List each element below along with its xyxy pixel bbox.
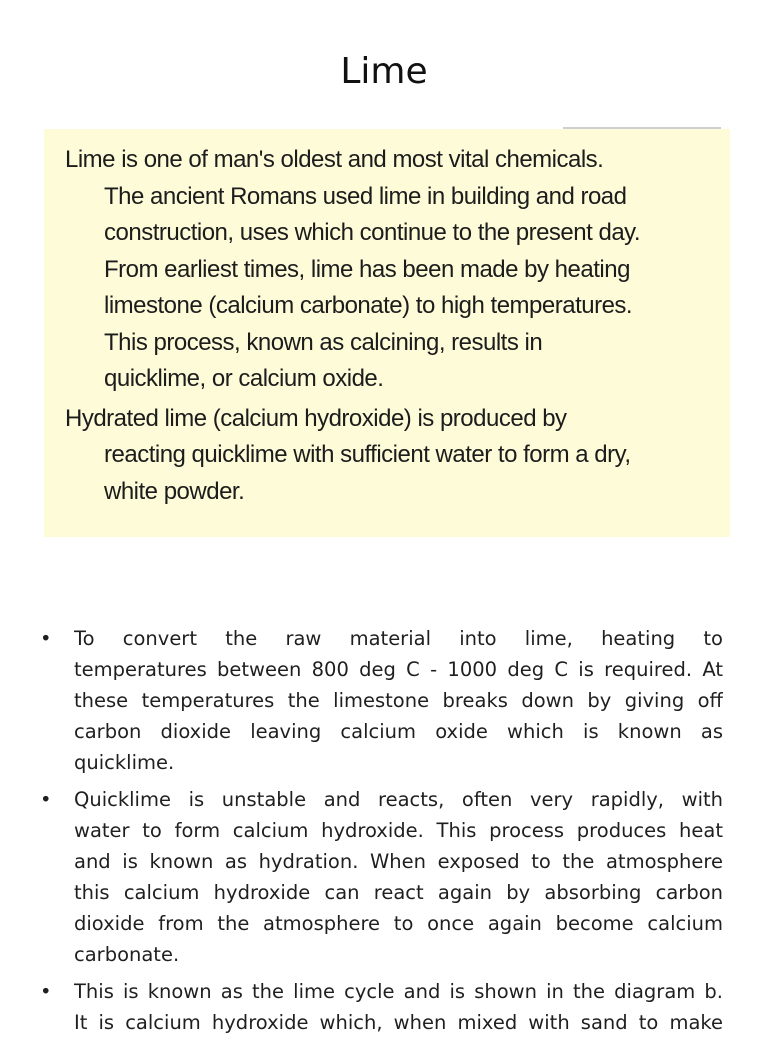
lime-callout-box xyxy=(44,129,730,537)
bullet-line: quicklime. xyxy=(74,751,175,774)
bullet-line: these temperatures the limestone breaks down by giving off xyxy=(74,689,723,712)
bullet-line: It is calcium hydroxide which, when mixed with sand to make xyxy=(74,1011,723,1034)
list-item xyxy=(40,976,723,1038)
bullet-list xyxy=(40,623,723,1044)
bullet-marker: • xyxy=(40,788,52,811)
bullet-line: carbonate. xyxy=(74,943,180,966)
bullet-line: carbon dioxide leaving calcium oxide which is known as xyxy=(74,720,723,743)
callout-line: Lime is one of man's oldest and most vital chemicals. xyxy=(65,146,604,173)
callout-line: quicklime, or calcium oxide. xyxy=(104,365,384,392)
bullet-marker: • xyxy=(40,980,52,1003)
list-item xyxy=(40,623,723,778)
bullet-line: and is known as hydration. When exposed to the atmosphere xyxy=(74,850,723,873)
callout-line: white powder. xyxy=(104,477,245,505)
callout-line: Hydrated lime (calcium hydroxide) is produced by xyxy=(65,404,567,432)
page-title: Lime xyxy=(340,51,428,92)
bullet-line: this calcium hydroxide can react again by absorbing carbon xyxy=(74,881,723,904)
bullet-marker: • xyxy=(40,627,52,650)
callout-paragraph-lime xyxy=(65,142,730,398)
callout-line: reacting quicklime with sufficient water to form a dry, xyxy=(104,441,631,468)
bullet-line: To convert the raw material into lime, heating to xyxy=(74,627,723,650)
callout-line: From earliest times, lime has been made by heating xyxy=(104,255,630,283)
callout-line: construction, uses which continue to the present day. xyxy=(104,219,641,246)
callout-line: This process, known as calcining, results in xyxy=(104,328,543,356)
bullet-line: water to form calcium hydroxide. This process produces heat xyxy=(74,819,723,842)
list-item xyxy=(40,784,723,970)
bullet-line: Quicklime is unstable and reacts, often very rapidly, with xyxy=(74,788,723,811)
bullet-line: This is known as the lime cycle and is shown in the diagram b. xyxy=(74,980,723,1003)
callout-paragraph-hydrated-lime xyxy=(65,401,730,511)
callout-line: limestone (calcium carbonate) to high temperatures. xyxy=(104,292,633,319)
bullet-line: temperatures between 800 deg C - 1000 deg C is required. At xyxy=(74,658,723,681)
callout-line: The ancient Romans used lime in building and road xyxy=(104,182,627,210)
bullet-line: dioxide from the atmosphere to once again become calcium xyxy=(74,912,723,935)
